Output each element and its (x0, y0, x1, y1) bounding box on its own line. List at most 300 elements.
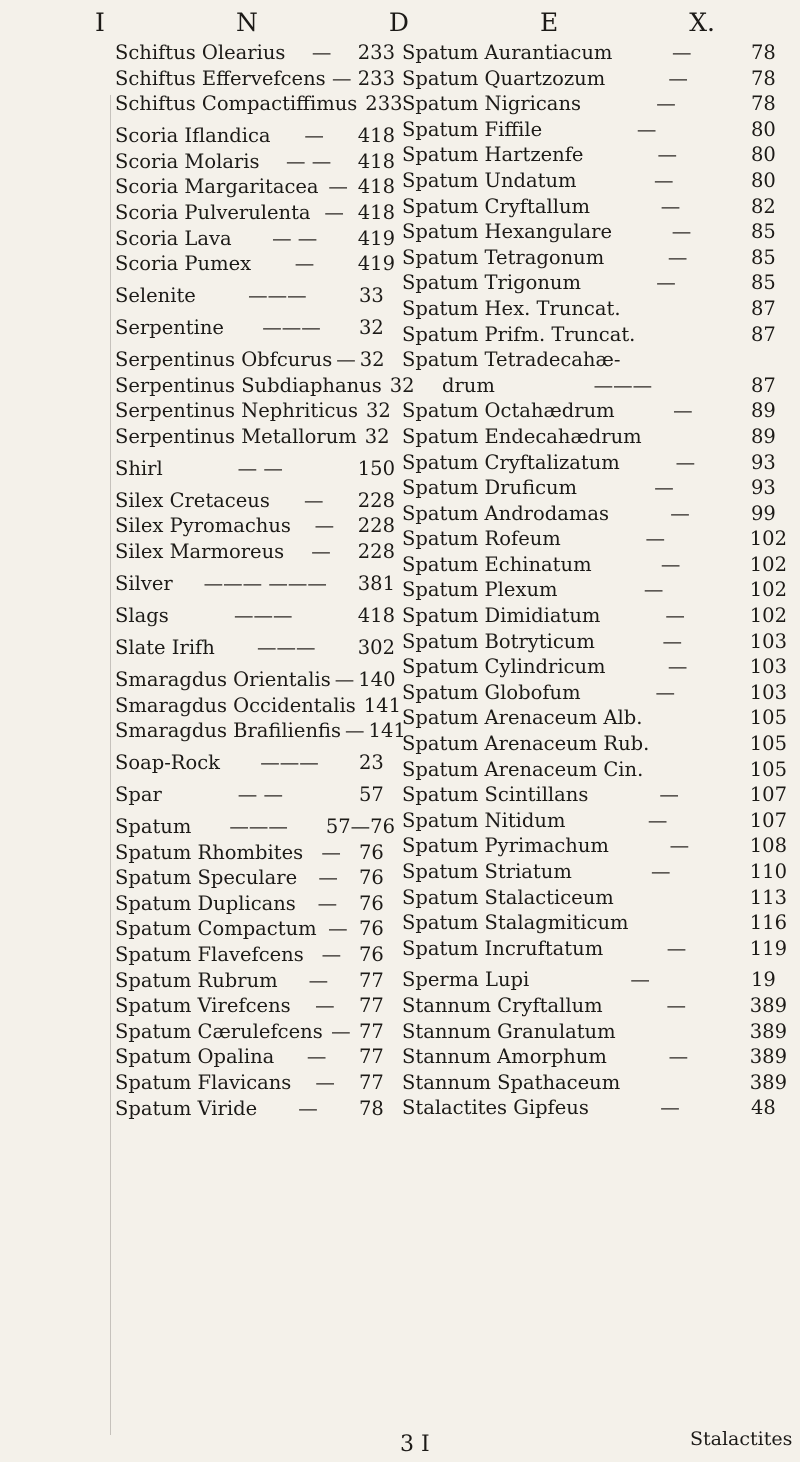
index-entry (402, 347, 787, 373)
index-entry (115, 283, 395, 309)
index-entry (115, 315, 395, 341)
entry-page-number: 48 (751, 1096, 776, 1120)
entry-page-number: 389 (749, 993, 787, 1017)
entry-page-number: 87 (751, 296, 776, 320)
index-entry (402, 168, 787, 194)
entry-page-number: 418 (357, 124, 395, 148)
entry-term: Spatum Cærulefcens (115, 1019, 323, 1043)
index-entry (402, 1095, 787, 1121)
index-entry (402, 117, 787, 143)
entry-page-number: 150 (357, 456, 395, 480)
index-entry (115, 1019, 395, 1045)
entry-leader: — (657, 143, 677, 167)
entry-page-number: 76 (359, 840, 384, 864)
entry-leader: ——— (248, 284, 307, 308)
index-entry (402, 757, 787, 783)
entry-term: Spatum Scintillans (402, 783, 589, 807)
entry-term: Spatum Incruftatum (402, 936, 604, 960)
index-entry (115, 40, 395, 66)
index-entry (402, 526, 787, 552)
index-entry (115, 1044, 395, 1070)
index-entry (402, 1044, 787, 1070)
entry-page-number: 381 (357, 572, 395, 596)
entry-term: Schiftus Compactiffimus (115, 92, 358, 116)
catchword: Stalactites (690, 1428, 793, 1450)
entry-term: Spatum Dimidiatum (402, 604, 601, 628)
index-entry (402, 782, 787, 808)
entry-page-number: 76 (359, 891, 384, 915)
entry-leader: ——— (229, 815, 288, 839)
entry-leader: — (659, 783, 679, 807)
entry-page-number: 93 (751, 476, 776, 500)
index-entry (115, 993, 395, 1019)
header-letter-e: E (539, 7, 559, 37)
index-entry (402, 245, 787, 271)
entry-page-number: 85 (751, 245, 776, 269)
index-entry (402, 66, 787, 92)
entry-page-number: 89 (751, 424, 776, 448)
index-entry (115, 693, 401, 719)
entry-leader: — (304, 488, 324, 512)
index-entry (115, 226, 395, 252)
entry-page-number: 389 (749, 1045, 787, 1069)
entry-page-number: 228 (357, 514, 395, 538)
entry-term: Schiftus Effervefcens (115, 66, 326, 90)
entry-leader: — (668, 1045, 689, 1069)
entry-page-number: 80 (751, 117, 776, 141)
entry-leader: — (667, 655, 688, 679)
entry-page-number: 32 (365, 399, 391, 423)
entry-term: Silex Cretaceus (115, 488, 270, 512)
entry-term: Scoria Lava (115, 226, 232, 250)
entry-leader: — (294, 252, 315, 276)
entry-leader: — (298, 1096, 318, 1120)
entry-leader: — — (237, 783, 283, 807)
entry-page-number: 77 (359, 1019, 384, 1043)
entry-page-number: 87 (751, 322, 776, 346)
index-column-left (115, 40, 415, 1121)
entry-page-number: 77 (359, 1045, 384, 1069)
entry-term: Spatum Octahædrum (402, 399, 615, 423)
index-entry (402, 885, 787, 911)
entry-term: Spatum Duplicans (115, 891, 296, 915)
entry-term: Spatum Hexangulare (402, 220, 613, 244)
entry-term: Spatum (115, 815, 192, 839)
entry-leader: ——— (233, 604, 293, 627)
entry-page-number: 418 (357, 200, 395, 224)
entry-term: Spatum Androdamas (402, 501, 609, 525)
entry-term: Spatum Plexum (402, 578, 558, 602)
index-entry (115, 174, 395, 200)
entry-leader: — (321, 943, 342, 967)
entry-term: Silex Marmoreus (115, 540, 285, 564)
page-header (95, 8, 715, 36)
entry-page-number: 233 (357, 66, 395, 90)
entry-term: Spar (115, 783, 162, 807)
entry-leader: — (311, 540, 331, 564)
entry-term: Spatum Flavicans (115, 1071, 292, 1095)
entry-page-number: 418 (357, 604, 395, 627)
entry-term: Spatum Arenaceum Cin. (402, 757, 644, 781)
index-entry (115, 667, 395, 693)
entry-page-number: 228 (357, 540, 395, 564)
entry-leader: — (654, 476, 674, 500)
entry-term: Spatum Hex. Truncat. (402, 296, 621, 320)
entry-page-number: 76 (359, 866, 384, 890)
entry-leader: ——— (260, 751, 319, 775)
index-entry (115, 456, 395, 482)
entry-leader: — (321, 840, 341, 864)
entry-term: Soap-Rock (115, 751, 220, 775)
entry-leader: — (311, 41, 332, 64)
entry-term: Spatum Prifm. Truncat. (402, 322, 636, 346)
index-entry (402, 833, 787, 859)
index-entry (115, 91, 403, 117)
entry-page-number: 302 (357, 635, 395, 659)
index-entry (115, 66, 395, 92)
entry-leader: ——— (257, 635, 316, 659)
entry-leader: — (666, 936, 687, 960)
index-entry (115, 782, 395, 808)
entry-term: Spatum Quartzozum (402, 66, 606, 90)
entry-leader: — (655, 680, 675, 704)
entry-page-number: 233 (357, 41, 395, 64)
index-entry (115, 424, 395, 450)
index-entry (402, 450, 787, 476)
entry-page-number: 103 (749, 629, 787, 653)
entry-page-number: 57—76 (325, 815, 395, 839)
entry-term: Sperma Lupi (402, 968, 530, 992)
entry-leader: — (666, 993, 686, 1017)
entry-term: Scoria Molaris (115, 149, 260, 173)
entry-page-number: 107 (749, 783, 787, 807)
index-entry (115, 571, 395, 597)
entry-page-number: 419 (357, 226, 395, 250)
entry-page-number: 228 (357, 488, 395, 512)
header-letter-i: I (95, 7, 105, 37)
entry-term: Scoria Pulverulenta (115, 200, 311, 224)
index-entry (115, 865, 395, 891)
entry-page-number: 141 (363, 693, 401, 717)
entry-page-number: 140 (358, 667, 396, 691)
entry-term: Schiftus Olearius (115, 41, 286, 64)
entry-leader: — (331, 66, 352, 90)
index-entry (402, 936, 787, 962)
entry-leader: — (656, 92, 676, 116)
entry-leader: — — (286, 149, 332, 173)
entry-page-number: 418 (357, 175, 395, 199)
entry-term: Spatum Hartzenfe (402, 143, 584, 167)
index-entry (115, 814, 395, 840)
index-entry (402, 967, 787, 993)
index-entry (402, 1070, 787, 1096)
entry-term: Spatum Opalina (115, 1045, 275, 1069)
entry-page-number: 113 (749, 885, 787, 909)
entry-leader: — — (237, 456, 283, 480)
entry-leader: — (671, 41, 692, 64)
entry-page-number: 23 (359, 751, 384, 775)
entry-page-number: 57 (359, 783, 384, 807)
entry-page-number: 19 (751, 968, 776, 992)
entry-leader: — (654, 168, 674, 192)
entry-leader: — (656, 271, 676, 295)
entry-leader: — (673, 399, 693, 423)
entry-page-number: 78 (751, 41, 776, 64)
entry-term: Spatum Viride (115, 1096, 258, 1120)
entry-leader: — (660, 1096, 680, 1120)
entry-leader: — (328, 175, 348, 199)
entry-leader: ——— (593, 373, 653, 397)
entry-page-number: 389 (749, 1019, 787, 1043)
entry-page-number: 78 (359, 1096, 384, 1120)
index-entry (402, 910, 787, 936)
index-entry (402, 40, 787, 66)
entry-term: Serpentinus Obfcurus (115, 348, 333, 372)
entry-term: Spatum Stalacticeum (402, 885, 614, 909)
entry-page-number: 105 (749, 706, 787, 730)
index-entry (402, 993, 787, 1019)
index-entry (402, 322, 787, 348)
entry-page-number: 32 (359, 316, 384, 340)
entry-page-number: 89 (751, 399, 776, 423)
entry-term: Stannum Amorphum (402, 1045, 607, 1069)
index-entry (115, 750, 395, 776)
entry-page-number: 80 (751, 143, 776, 167)
entry-term: Spatum Undatum (402, 168, 577, 192)
entry-term: Stalactites Gipfeus (402, 1096, 589, 1120)
entry-page-number: 76 (359, 943, 384, 967)
entry-page-number: 107 (749, 808, 787, 832)
entry-term: Spatum Tetradecahæ- (402, 348, 621, 372)
entry-term: Scoria Iflandica (115, 124, 271, 148)
entry-term: Spatum Rhombites (115, 840, 304, 864)
entry-term: Spatum Druficum (402, 476, 578, 500)
entry-term: Spatum Flavefcens (115, 943, 304, 967)
entry-term: Spatum Speculare (115, 866, 298, 890)
entry-page-number: 93 (751, 450, 776, 474)
entry-term: Spatum Nigricans (402, 92, 582, 116)
left-margin-rule (110, 95, 111, 1435)
entry-term: Stannum Granulatum (402, 1019, 616, 1043)
index-entry (402, 603, 787, 629)
entry-page-number: 76 (359, 917, 384, 941)
entry-term: Spatum Echinatum (402, 552, 592, 576)
entry-page-number: 103 (749, 680, 787, 704)
entry-term: Spatum Trigonum (402, 271, 581, 295)
entry-leader: ——— (262, 316, 321, 340)
signature-mark: 3 I (400, 1432, 430, 1457)
index-entry (115, 1070, 395, 1096)
index-entry (402, 629, 787, 655)
entry-term: Serpentine (115, 316, 224, 340)
entry-page-number: 77 (359, 1071, 384, 1095)
entry-leader: — (665, 604, 685, 628)
entry-leader: — (651, 860, 671, 883)
entry-page-number: 108 (749, 834, 787, 858)
index-entry (402, 731, 787, 757)
entry-page-number: 419 (357, 252, 395, 276)
index-entry (115, 149, 395, 175)
index-entry (402, 270, 787, 296)
entry-term: Spatum Globofum (402, 680, 581, 704)
entry-leader: — (662, 629, 683, 653)
entry-term: Spatum Endecahædrum (402, 424, 642, 448)
index-entry (115, 488, 395, 514)
entry-term: Stannum Spathaceum (402, 1070, 621, 1094)
entry-term: Spatum Fiffile (402, 117, 543, 141)
entry-term: Spatum Nitidum (402, 808, 566, 832)
entry-page-number: 105 (749, 757, 787, 781)
entry-leader: — (675, 450, 696, 474)
entry-term: Spatum Aurantiacum (402, 41, 613, 64)
entry-page-number: 78 (751, 66, 776, 90)
entry-term: Scoria Margaritacea (115, 175, 319, 199)
entry-page-number: 116 (749, 911, 787, 935)
entry-page-number: 32 (364, 424, 390, 448)
entry-page-number: 418 (357, 149, 395, 173)
entry-term: Spatum Arenaceum Rub. (402, 732, 650, 756)
entry-leader: — (660, 194, 681, 218)
entry-leader: — (306, 1045, 327, 1069)
entry-leader: — (643, 578, 664, 602)
index-entry (402, 475, 787, 501)
index-entry (115, 539, 395, 565)
entry-page-number: 32 (389, 373, 415, 397)
index-entry (402, 577, 787, 603)
entry-term: drum (442, 373, 495, 397)
index-entry (402, 552, 787, 578)
index-entry (115, 251, 395, 277)
entry-term: Spatum Rubrum (115, 968, 278, 992)
index-entry (115, 603, 395, 629)
entry-page-number: 105 (749, 732, 787, 756)
entry-leader: — (334, 667, 355, 691)
entry-page-number: 77 (359, 968, 384, 992)
entry-leader: ——— ——— (203, 572, 327, 596)
entry-leader: — (318, 866, 338, 890)
index-entry (402, 859, 787, 885)
index-entry (115, 347, 395, 373)
entry-term: Spatum Cylindricum (402, 655, 606, 679)
entry-term: Scoria Pumex (115, 252, 252, 276)
entry-leader: — (636, 117, 657, 141)
entry-leader: — (670, 501, 690, 525)
entry-page-number: 102 (749, 604, 787, 628)
entry-leader: — (668, 66, 688, 90)
index-entry (115, 840, 395, 866)
index-entry (115, 513, 395, 539)
index-entry (402, 142, 787, 168)
entry-page-number: 78 (751, 92, 776, 116)
entry-page-number: 119 (749, 936, 787, 960)
index-entry (402, 91, 787, 117)
header-letter-n: N (235, 7, 258, 37)
entry-leader: — (345, 719, 365, 743)
index-entry (402, 680, 787, 706)
entry-page-number: 99 (751, 501, 776, 525)
entry-leader: — — (272, 226, 318, 250)
header-letter-d: D (388, 7, 409, 37)
index-entry (115, 968, 395, 994)
entry-term: Stannum Cryftallum (402, 993, 603, 1017)
index-entry (402, 194, 787, 220)
entry-leader: — (331, 1019, 351, 1043)
entry-term: Spatum Botryticum (402, 629, 595, 653)
index-entry (115, 200, 395, 226)
index-entry (115, 398, 395, 424)
entry-page-number: 141 (368, 719, 406, 743)
entry-page-number: 102 (749, 578, 787, 602)
index-entry (115, 1096, 395, 1122)
entry-leader: — (308, 968, 329, 992)
index-entry (402, 654, 787, 680)
entry-page-number: 389 (749, 1070, 787, 1094)
entry-leader: — (315, 1071, 335, 1095)
entry-leader: — (667, 245, 688, 269)
entry-leader: — (324, 200, 344, 224)
entry-term: Serpentinus Subdiaphanus (115, 373, 382, 397)
entry-page-number: 77 (359, 994, 384, 1018)
index-entry (402, 219, 787, 245)
entry-page-number: 33 (359, 284, 384, 308)
entry-term: Slags (115, 604, 169, 627)
entry-leader: — (336, 348, 356, 372)
index-entry (402, 705, 787, 731)
entry-term: Slate Irifh (115, 635, 215, 659)
entry-leader: — (314, 514, 335, 538)
entry-term: Serpentinus Nephriticus (115, 399, 358, 423)
entry-term: Spatum Tetragonum (402, 245, 605, 269)
entry-leader: — (671, 220, 692, 244)
entry-term: Serpentinus Metallorum (115, 424, 357, 448)
entry-page-number: 85 (751, 271, 776, 295)
entry-leader: — (647, 808, 668, 832)
index-entry (402, 373, 787, 399)
entry-page-number: 87 (751, 373, 776, 397)
entry-term: Smaragdus Occidentalis (115, 693, 356, 717)
index-entry (402, 808, 787, 834)
entry-term: Spatum Cryftallum (402, 194, 591, 218)
entry-term: Spatum Striatum (402, 860, 572, 883)
entry-leader: — (630, 968, 650, 992)
entry-leader: — (328, 917, 348, 941)
entry-term: Spatum Cryftalizatum (402, 450, 620, 474)
entry-page-number: 82 (751, 194, 776, 218)
index-entry (402, 1019, 787, 1045)
entry-page-number: 80 (751, 168, 776, 192)
index-entry (115, 373, 415, 399)
index-entry (402, 296, 787, 322)
entry-term: Spatum Compactum (115, 917, 317, 941)
entry-term: Selenite (115, 284, 196, 308)
entry-term: Smaragdus Orientalis (115, 667, 331, 691)
entry-page-number: 85 (751, 220, 776, 244)
entry-term: Shirl (115, 456, 163, 480)
entry-page-number: 110 (749, 860, 787, 883)
header-letter-x: X. (689, 7, 715, 37)
entry-term: Silex Pyromachus (115, 514, 291, 538)
entry-term: Spatum Arenaceum Alb. (402, 706, 643, 730)
entry-page-number: 32 (359, 348, 385, 372)
entry-term: Spatum Pyrimachum (402, 834, 609, 858)
index-entry (115, 123, 395, 149)
entry-term: Spatum Rofeum (402, 527, 561, 551)
entry-term: Silver (115, 572, 173, 596)
entry-page-number: 102 (749, 527, 787, 551)
index-entry (402, 424, 787, 450)
entry-leader: — (660, 552, 681, 576)
index-entry (115, 891, 395, 917)
